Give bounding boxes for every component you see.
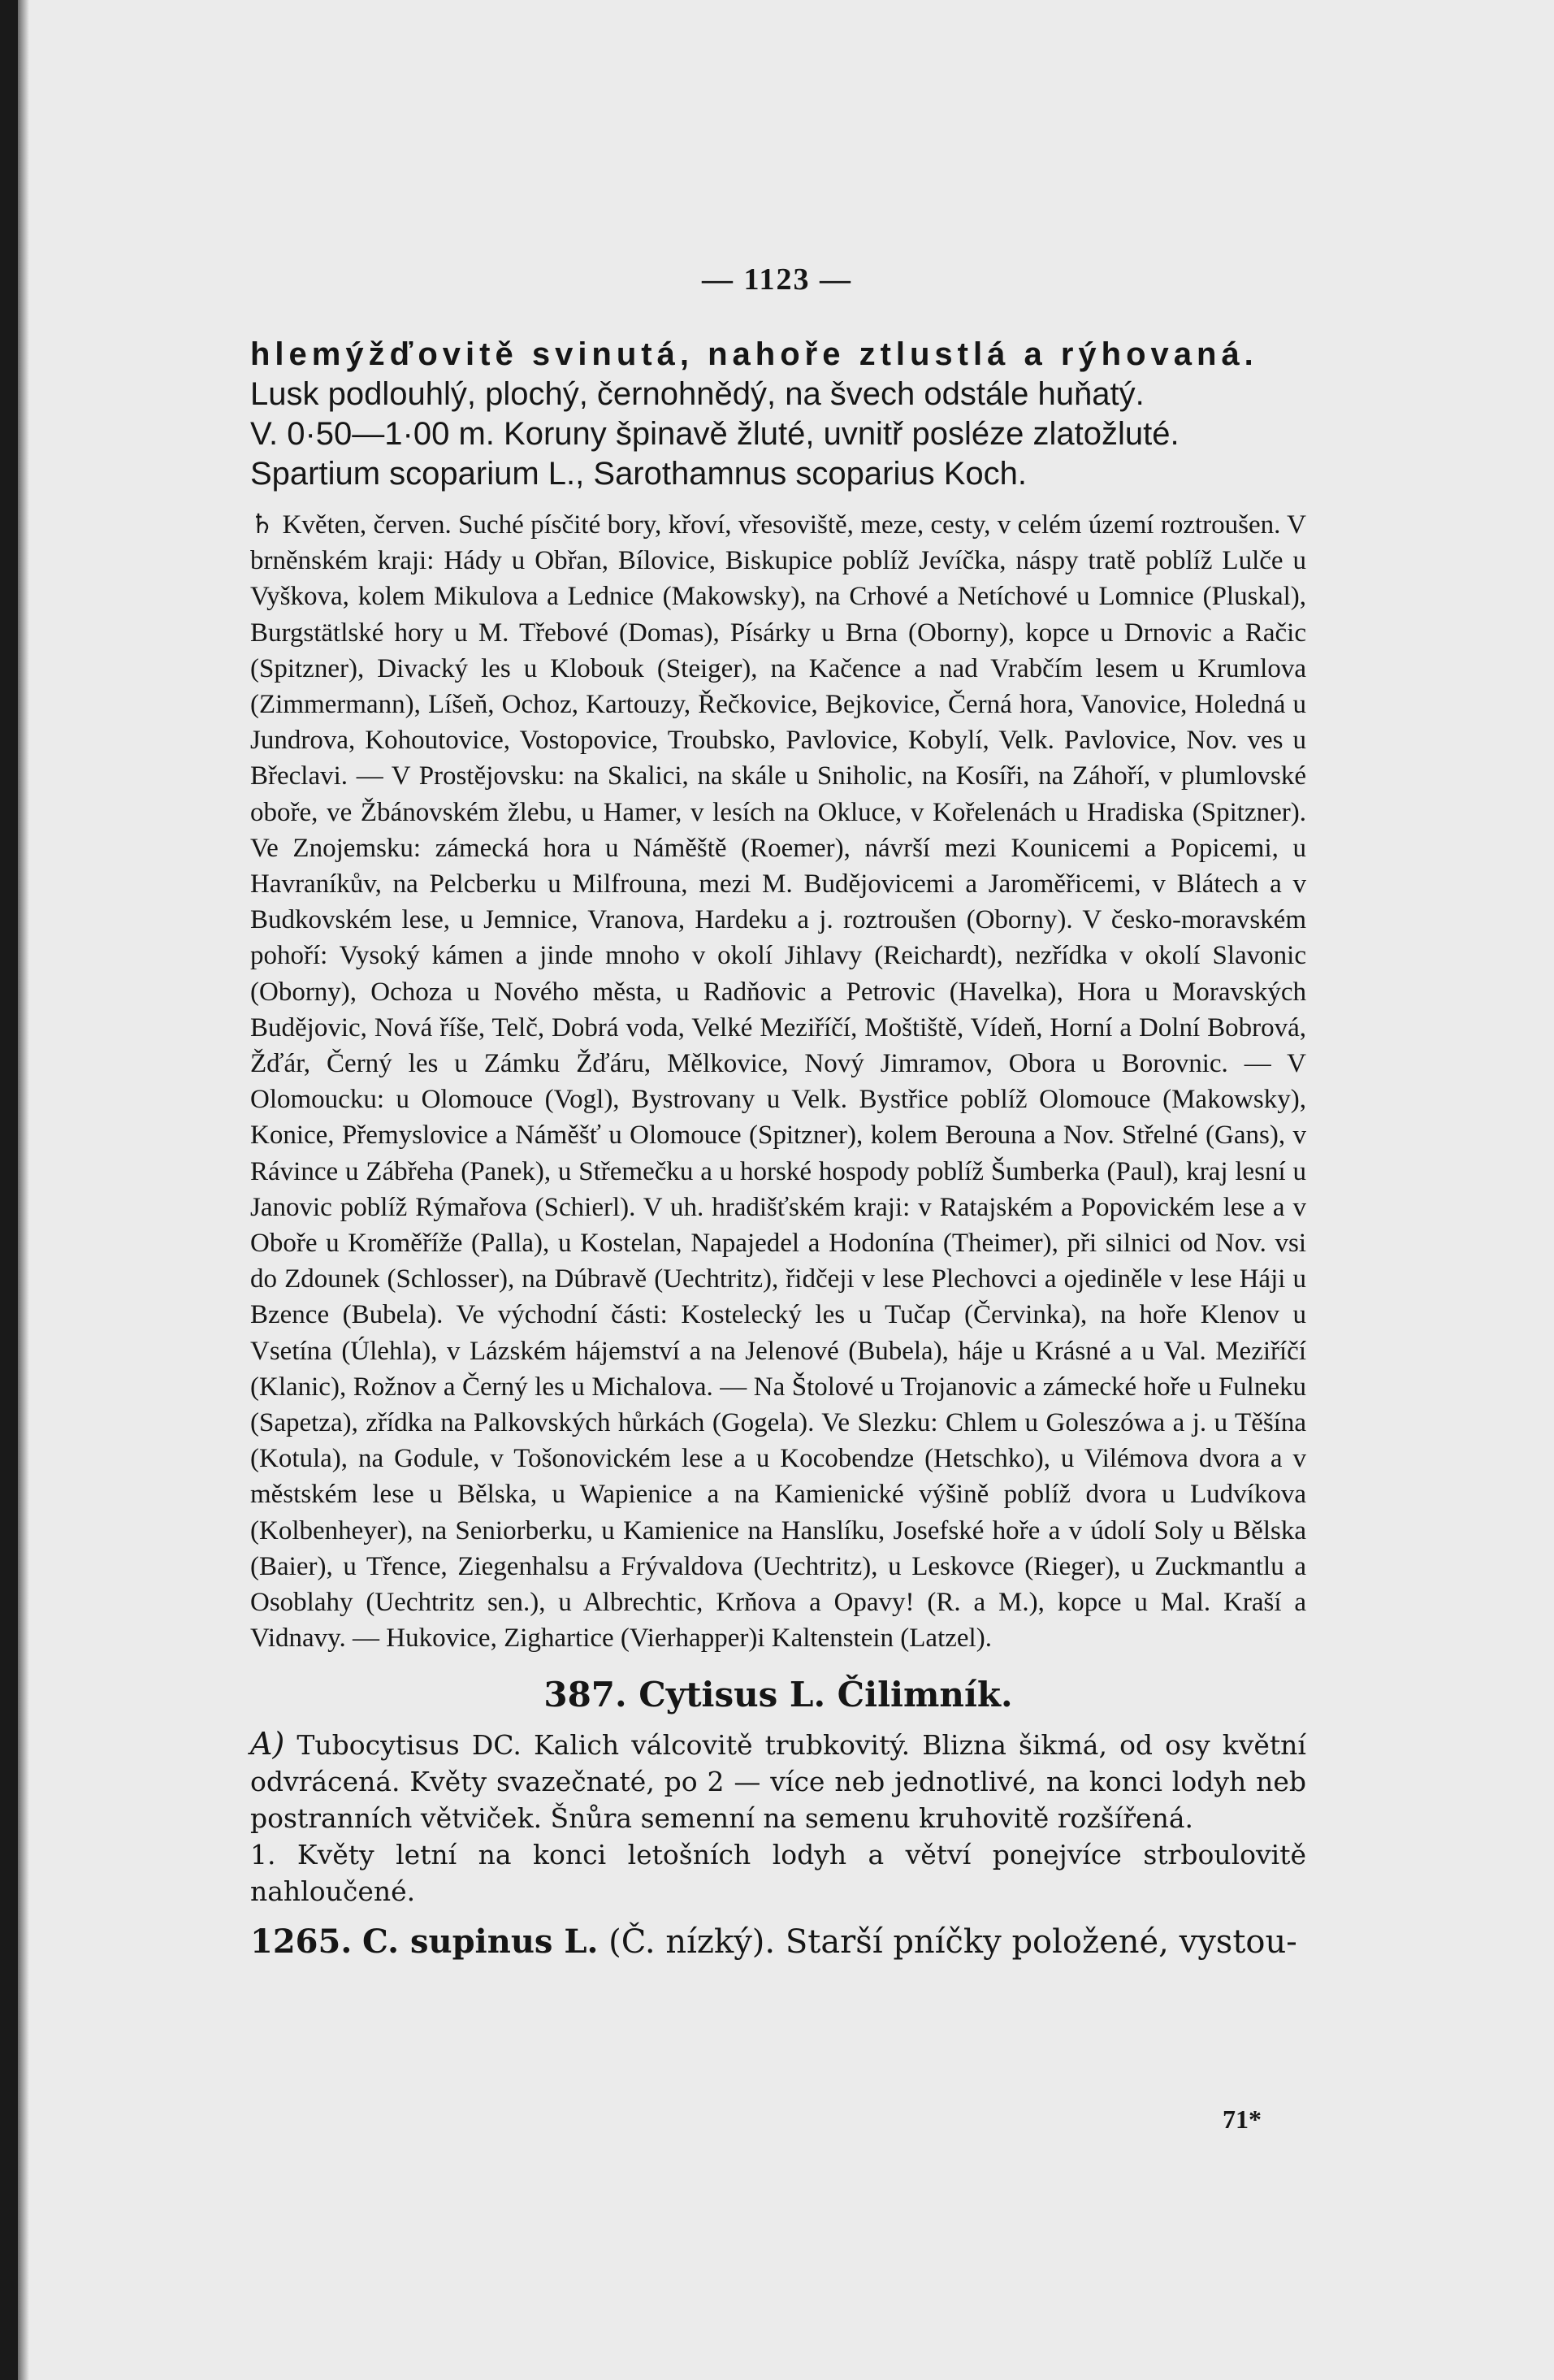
description-line-1: hlemýžďovitě svinutá, nahoře ztlustlá a rýhovaná.: [250, 336, 1258, 372]
page-binding-shadow: [18, 0, 29, 2380]
section-marker: A): [250, 1725, 285, 1762]
genus-heading: 387. Cytisus L. Čilimník.: [543, 1674, 1013, 1715]
page-body: [250, 335, 1306, 1963]
section-text: Tubocytisus DC. Kalich válcovitě trubkovitý. Blizna šikmá, od osy květní odvrácená. Květy svazečnaté, po 2 — více neb jednotlivé, na konci lodyh neb postranních větviček. Šnůra semenní na semenu kruhovitě rozšířená.: [250, 1728, 1306, 1834]
page-binding-edge: [0, 0, 18, 2380]
description-line-3: V. 0·50—1·00 m. Koruny špinavě žluté, uvnitř posléze zlatožluté.: [250, 416, 1180, 452]
species-czech-name: (Č. nízký).: [608, 1923, 776, 1961]
description-line-4: Spartium scoparium L., Sarothamnus scoparius Koch.: [250, 456, 1027, 492]
species-description-start: Starší pníčky položené, vystou-: [785, 1923, 1297, 1961]
habitat-text: Květen, červen. Suché písčité bory, křoví, vřesoviště, meze, cesty, v celém území roztroušen. V brněnském kraji: Hády u Obřan, Bílovice, Biskupice poblíž Jevíčka, náspy tratě poblíž Lulče u Vyškova, kolem Mikulova a Lednice (Makowsky), na Crhové a Netíchové u Lomnice (Pluskal), Burgstätlské hory u M. Třebové (Domas), Písárky u Brna (Oborny), kopce u Drnovic a Račic (Spitzner), Divacký les u Klobouk (Steiger), na Kačence a nad Vrabčím lesem u Krumlova (Zimmermann), Líšeň, Ochoz, Kartouzy, Řečkovice, Bejkovice, Černá hora, Vanovice, Holedná u Jundrova, Kohoutovice, Vostopovice, Troubsko, Pavlovice, Kobylí, Velk. Pavlovice, Nov. ves u Břeclavi. — V Prostějovsku: na Skalici, na skále u Sniholic, na Kosíři, na Záhoří, v plumlovské oboře, ve Žbánovském žlebu, u Hamer, v lesích na Okluce, v Kořelenách u Hradiska (Spitzner). Ve Znojemsku: zámecká hora u Náměště (Roemer), návrší mezi Kounicemi a Popicemi, u Havraníkův, na Pelcberku u Milfrouna, mezi M. Budějovicemi a Jaroměřicemi, v Blátech a v Budkovském lese, u Jemnice, Vranova, Hardeku a j. roztroušen (Oborny). V česko-moravském pohoří: Vysoký kámen a jinde mnoho v okolí Jihlavy (Reichardt), nezřídka v okolí Slavonic (Oborny), Ochoza u Nového města, u Radňovic a Petrovic (Havelka), Hora u Moravských Budějovic, Nová říše, Telč, Dobrá voda, Velké Meziříčí, Moštiště, Vídeň, Horní a Dolní Bobrová, Žďár, Černý les u Zámku Žďáru, Mělkovice, Nový Jimramov, Obora u Borovnic. — V Olomoucku: u Olomouce (Vogl), Bystrovany u Velk. Bystřice poblíž Olomouce (Makowsky), Konice, Přemyslovice a Náměšť u Olomouce (Spitzner), kolem Berouna a Nov. Střelné (Gans), v Rávince u Zábřeha (Panek), u Střemečku a u horské hospody poblíž Šumberka (Paul), kraj lesní u Janovic poblíž Rýmařova (Schierl). V uh. hradišťském kraji: v Ratajském a Popovickém lese a v Oboře u Kroměříže (Palla), u Kostelan, Napajedel a Hodonína (Theimer), při silnici od Nov. vsi do Zdounek (Schlosser), na Dúbravě (Uechtritz), řidčeji v lese Plechovci a ojediněle v lese Háji u Bzence (Bubela). Ve východní části: Kostelecký les u Tučap (Červinka), na hoře Klenov u Vsetína (Úlehla), v Lázském hájemství a na Jelenové (Bubela), háje u Krásné a u Val. Meziříčí (Klanic), Rožnov a Černý les u Michalova. — Na Štolové u Trojanovic a zámecké hoře u Fulneku (Sapetza), zřídka na Palkovských hůrkách (Gogela). Ve Slezku: Chlem u Goleszówa a j. u Těšína (Kotula), na Godule, v Tošonovickém lese a u Kocobendze (Hetschko), u Vilémova dvora a v městském lese u Bělska, u Wapienice a na Kamienické výšině poblíž dvora u Ludvíkova (Kolbenheyer), na Seniorberku, u Kamienice na Hanslíku, Josefské hoře a v údolí Soly u Bělska (Baier), u Třence, Ziegenhalsu a Frývaldova (Uechtritz), u Leskovce (Rieger), u Zuckmantlu a Osoblahy (Uechtritz sen.), u Albrechtic, Krňova a Opavy! (R. a M.), kopce u Mal. Kraší a Vidnavy. — Hukovice, Zighartice (Vierhapper)i Kaltenstein (Latzel).: [250, 510, 1306, 1654]
page-number: — 1123 —: [702, 262, 852, 297]
section-paragraph: [250, 1726, 1306, 1836]
species-entry: [250, 1921, 1306, 1963]
key-item-1: 1. Květy letní na konci letošních lodyh a větví ponejvíce strboulovitě nahloučené.: [250, 1838, 1306, 1907]
habitat-paragraph: [250, 507, 1306, 1657]
perennial-symbol-icon: ♄: [250, 510, 275, 540]
species-description: [250, 335, 1306, 494]
printer-signature: 71*: [1223, 2105, 1262, 2134]
species-number: 1265.: [250, 1922, 353, 1961]
species-name: C. supinus L.: [361, 1922, 599, 1961]
description-line-2: Lusk podlouhlý, plochý, černohnědý, na švech odstále huňatý.: [250, 376, 1145, 412]
